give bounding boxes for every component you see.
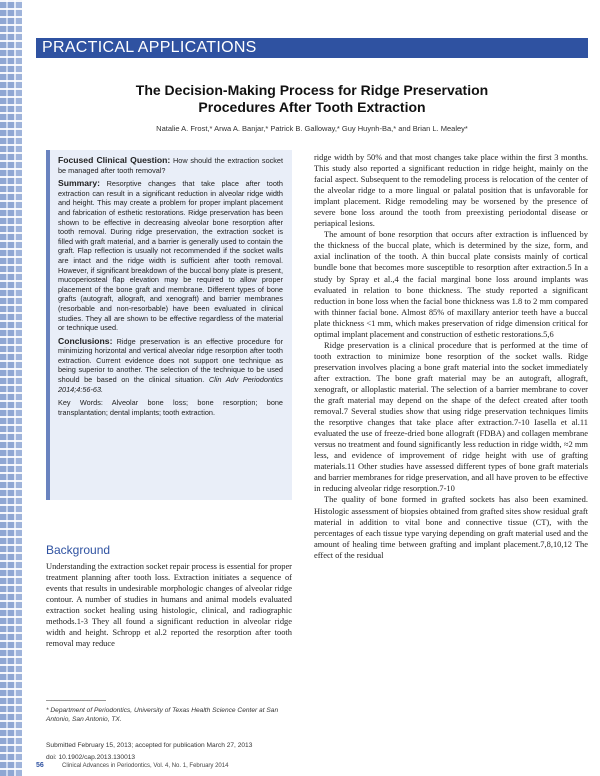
background-heading: Background bbox=[46, 543, 111, 557]
summary-label: Summary: bbox=[58, 178, 101, 189]
title-line-1: The Decision-Making Process for Ridge Preservation bbox=[135, 82, 489, 98]
footnote-rule bbox=[46, 700, 106, 701]
citation: Clin Adv Periodontics 2014;4:56-63. bbox=[58, 375, 283, 394]
conclusions-label: Conclusions: bbox=[58, 335, 113, 346]
fcq-label: Focused Clinical Question: bbox=[58, 155, 171, 165]
right-paragraph-3: Ridge preservation is a clinical procedure that is performed at the time of tooth extraction to minimize bone resorption of the socket walls. Ridge preservation involves placing a bone graft material into the socket immediately after extraction. The bone graft material may be an autograft, allograft, xenograft, or alloplastic material. The selection of a barrier membrane to cover the graft material may depend on the shape of the defect created after tooth removal.7 Several studies show that using ridge preservation techniques limits the resorptive changes that take place after extraction.7-10 Iasella et al.11 evaluated the use of freeze-dried bone allograft (FDBA) and collagen membrane versus no treatment and found significantly less reduction in ridge width, ≈2 mm less, and evidence of improvement of ridge height with use of grafting materials.11 Other studies have assessed different types of bone graft materials and barrier membranes for ridge preservation, and all have proven to be effective in reducing alveolar ridge resorption.7-10 bbox=[314, 339, 588, 494]
submission-dates: Submitted February 15, 2013; accepted for publication March 27, 2013 bbox=[46, 742, 253, 749]
right-paragraph-1: ridge width by 50% and that most changes take place within the first 3 months. This study also reported a significant reduction in ridge height, mainly on the facial aspect. Subsequent to the remodeling process is relocation of the center of the alveolar ridge to a more lingual or palatal position that is unfavorable for implant placement. Ridge remodeling may be worsened by the presence of severe bone loss around the tooth from preexisting periodontal disease or periapical lesions. bbox=[314, 152, 588, 229]
fcq-text: How should the extraction socket be managed after tooth removal? bbox=[58, 156, 284, 175]
left-column-body bbox=[46, 561, 292, 649]
background-paragraph: Understanding the extraction socket repair process is essential for proper treatment planning after tooth loss. Extraction initiates a sequence of events that results in undesirable morphologic changes of alveolar ridge contour. A number of studies in humans and animal models evaluated extraction socket healing using histologic, clinical, and radiographic methods.1-3 They all found a significant reduction in alveolar ridge width and height. Schropp et al.2 reported the resorption after tooth removal may reduce bbox=[46, 561, 292, 649]
decorative-side-stripe bbox=[0, 0, 22, 776]
right-paragraph-4: The quality of bone formed in grafted sockets has also been examined. Histologic assessment of biopsies obtained from grafted sites show residual graft material in addition to vital bone and connective tissue (CT), with the percentages of each tissue type varying depending on graft material used and the amount of healing time between grafting and implant placement.7,8,10,12 The effect of the residual bbox=[314, 494, 588, 560]
conclusions bbox=[58, 337, 283, 395]
page-number: 56 bbox=[36, 762, 44, 769]
section-banner bbox=[36, 38, 588, 58]
right-paragraph-2: The amount of bone resorption that occurs after extraction is influenced by the thickness of the buccal plate, which is determined by the size, form, and axial inclination of the tooth. A thin buccal plate consists mainly of cortical bundle bone that becomes more susceptible to resorption after extraction.5 In a study by Spray et al.,4 the facial marginal bone loss around implants was evaluated in relation to bone thickness. The study reported a significant reduction in bone loss when the facial bone thickness was 1.8 to 2 mm compared with thinner facial bone. Almost 85% of maxillary anterior teeth have a buccal plate thickness <1 mm, which makes preservation of ridge dimension critical for optimal implant placement and construction of esthetic restorations.5,6 bbox=[314, 229, 588, 339]
article-title bbox=[36, 82, 588, 116]
author-list: Natalie A. Frost,* Arwa A. Banjar,* Patrick B. Galloway,* Guy Huynh-Ba,* and Brian L. Mealey* bbox=[156, 124, 468, 133]
abstract-box bbox=[46, 150, 292, 500]
right-column-body bbox=[314, 152, 588, 561]
affiliation-footnote: * Department of Periodontics, University of Texas Health Science Center at San Antonio, San Antonio, TX. bbox=[46, 707, 279, 723]
abstract-accent-bar bbox=[46, 150, 50, 500]
section-label: PRACTICAL APPLICATIONS bbox=[42, 39, 257, 56]
doi: doi: 10.1902/cap.2013.130013 bbox=[46, 754, 136, 761]
title-line-2: Procedures After Tooth Extraction bbox=[198, 99, 426, 115]
focused-question bbox=[58, 156, 283, 175]
keywords: Key Words: Alveolar bone loss; bone resorption; bone transplantation; dental implants; tooth extraction. bbox=[58, 398, 283, 417]
summary-text: Resorptive changes that take place after tooth extraction can result in a significant reduction in alveolar ridge width and height. This may create a problem for proper implant placement and fabrication of esthetic restorations. Ridge preservation has been shown to be effective in decreasing alveolar bone resorption after tooth removal. During ridge preservation, the extraction socket is filled with graft material, and a barrier is generally used to contain the graft. Flap reflection is usually not recommended if the socket walls are intact and the ridge width is sufficient after tooth removal. However, if significant breakdown of the buccal bony plate is present, mucoperiosteal flap elevation may be required to allow proper placement of the bone graft and membrane. Different types of bone grafts (autograft, allograft, and xenograft) and barrier membranes (resorbable and non-resorbable) have been evaluated in clinical studies. They all are shown to be effective regardless of the material or technique used. bbox=[58, 179, 283, 333]
journal-footer: Clinical Advances in Periodontics, Vol. 4, No. 1, February 2014 bbox=[62, 763, 229, 769]
conclusions-text: Ridge preservation is an effective procedure for minimizing horizontal and vertical alveolar ridge resorption after tooth extraction. Current evidence does not support one technique as being superior to another. The selection of the technique to be used should be based on the clinical situation. bbox=[58, 336, 283, 385]
summary bbox=[58, 179, 283, 333]
